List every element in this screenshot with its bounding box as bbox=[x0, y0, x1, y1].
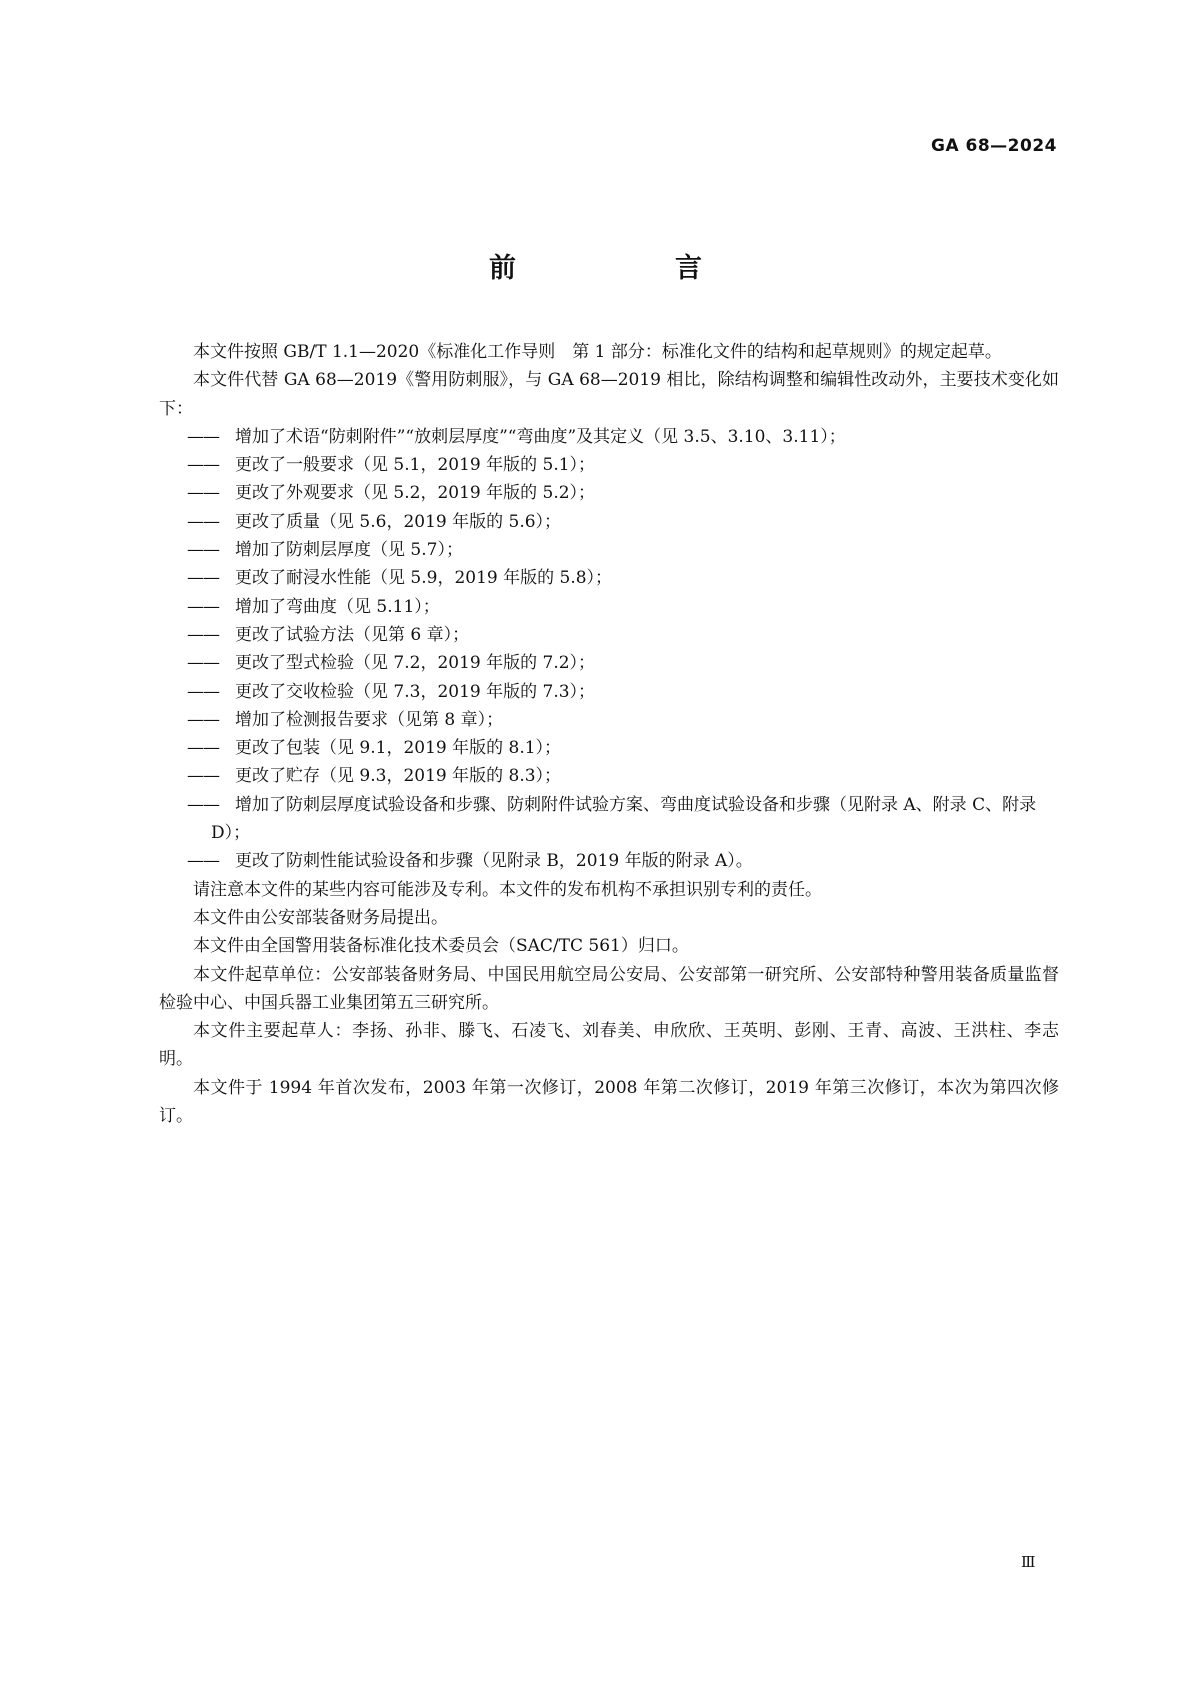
list-item bbox=[159, 536, 1059, 564]
standard-code: GA 68—2024 bbox=[930, 136, 1057, 156]
paragraph-proposer: 本文件由公安部装备财务局提出。 bbox=[193, 907, 448, 928]
dash-marker: —— bbox=[187, 653, 219, 674]
list-item bbox=[159, 508, 1059, 536]
dash-marker: —— bbox=[187, 738, 219, 759]
dash-marker: —— bbox=[187, 568, 219, 589]
dash-marker: —— bbox=[187, 624, 219, 645]
list-item bbox=[159, 451, 1059, 479]
list-item-text: 更改了包装（见 9.1，2019 年版的 8.1）； bbox=[235, 738, 562, 759]
list-item bbox=[159, 762, 1059, 790]
page-title: 前 言 bbox=[489, 253, 768, 284]
list-item-text: 更改了型式检验（见 7.2，2019 年版的 7.2）； bbox=[235, 653, 596, 674]
list-item-text: 更改了试验方法（见第 6 章）； bbox=[235, 624, 470, 645]
dash-marker: —— bbox=[187, 681, 219, 702]
list-item bbox=[159, 593, 1059, 621]
dash-marker: —— bbox=[187, 483, 219, 504]
list-item-text: 更改了贮存（见 9.3，2019 年版的 8.3）； bbox=[235, 766, 562, 787]
dash-marker: —— bbox=[187, 511, 219, 532]
paragraph-revision-history: 本文件于 1994 年首次发布，2003 年第一次修订，2008 年第二次修订，2019 年第三次修订，本次为第四次修订。 bbox=[159, 1077, 1059, 1127]
paragraph-technical-committee: 本文件由全国警用装备标准化技术委员会（SAC/TC 561）归口。 bbox=[193, 936, 689, 957]
paragraph-drafting-rules: 本文件按照 GB/T 1.1—2020《标准化工作导则 第 1 部分：标准化文件的结构和起草规则》的规定起草。 bbox=[193, 342, 1002, 362]
dash-marker: —— bbox=[187, 596, 219, 617]
list-item-text: 增加了防刺层厚度（见 5.7）； bbox=[235, 540, 463, 561]
list-item bbox=[159, 706, 1059, 734]
list-item-text: 更改了耐浸水性能（见 5.9，2019 年版的 5.8）； bbox=[235, 568, 613, 589]
dash-marker: —— bbox=[187, 766, 219, 787]
dash-marker: —— bbox=[187, 794, 219, 815]
paragraph-replacement: 本文件代替 GA 68—2019《警用防刺服》，与 GA 68—2019 相比，除结构调整和编辑性改动外，主要技术变化如下： bbox=[159, 370, 1059, 419]
list-item bbox=[159, 649, 1059, 677]
paragraph-drafters: 本文件主要起草人：李扬、孙非、滕飞、石凌飞、刘春美、申欣欣、王英明、彭刚、王青、高波、王洪柱、李志明。 bbox=[159, 1021, 1059, 1070]
dash-marker: —— bbox=[187, 426, 219, 447]
dash-marker: —— bbox=[187, 455, 219, 476]
list-item bbox=[159, 479, 1059, 507]
paragraph-patent-notice: 请注意本文件的某些内容可能涉及专利。本文件的发布机构不承担识别专利的责任。 bbox=[193, 879, 822, 900]
paragraph-drafting-units: 本文件起草单位：公安部装备财务局、中国民用航空局公安局、公安部第一研究所、公安部特种警用装备质量监督检验中心、中国兵器工业集团第五三研究所。 bbox=[159, 964, 1059, 1013]
dash-marker: —— bbox=[187, 540, 219, 561]
list-item-text: 更改了防刺性能试验设备和步骤（见附录 B，2019 年版的附录 A）。 bbox=[235, 851, 753, 872]
list-item bbox=[159, 734, 1059, 762]
foreword-body bbox=[159, 338, 1059, 1130]
list-item bbox=[159, 791, 1059, 848]
list-item-text: 更改了交收检验（见 7.3，2019 年版的 7.3）； bbox=[235, 681, 596, 702]
dash-marker: —— bbox=[187, 709, 219, 730]
list-item-text: 增加了术语“防刺附件”“放刺层厚度”“弯曲度”及其定义（见 3.5、3.10、3.11）； bbox=[235, 426, 846, 447]
list-item-text: 更改了一般要求（见 5.1，2019 年版的 5.1）； bbox=[235, 455, 596, 476]
list-item-text: 更改了外观要求（见 5.2，2019 年版的 5.2）； bbox=[235, 483, 596, 504]
page-number: Ⅲ bbox=[1021, 1553, 1036, 1571]
technical-changes-list bbox=[159, 423, 1059, 876]
list-item bbox=[159, 621, 1059, 649]
list-item-text: 增加了防刺层厚度试验设备和步骤、防刺附件试验方案、弯曲度试验设备和步骤（见附录 A、附录 C、附录 D）； bbox=[211, 794, 1037, 844]
list-item-text: 更改了质量（见 5.6，2019 年版的 5.6）； bbox=[235, 511, 562, 532]
list-item bbox=[159, 564, 1059, 592]
list-item-text: 增加了弯曲度（见 5.11）； bbox=[235, 596, 440, 617]
list-item bbox=[159, 678, 1059, 706]
list-item-text: 增加了检测报告要求（见第 8 章）； bbox=[235, 709, 504, 730]
dash-marker: —— bbox=[187, 851, 219, 872]
list-item bbox=[159, 423, 1059, 451]
list-item bbox=[159, 847, 1059, 875]
